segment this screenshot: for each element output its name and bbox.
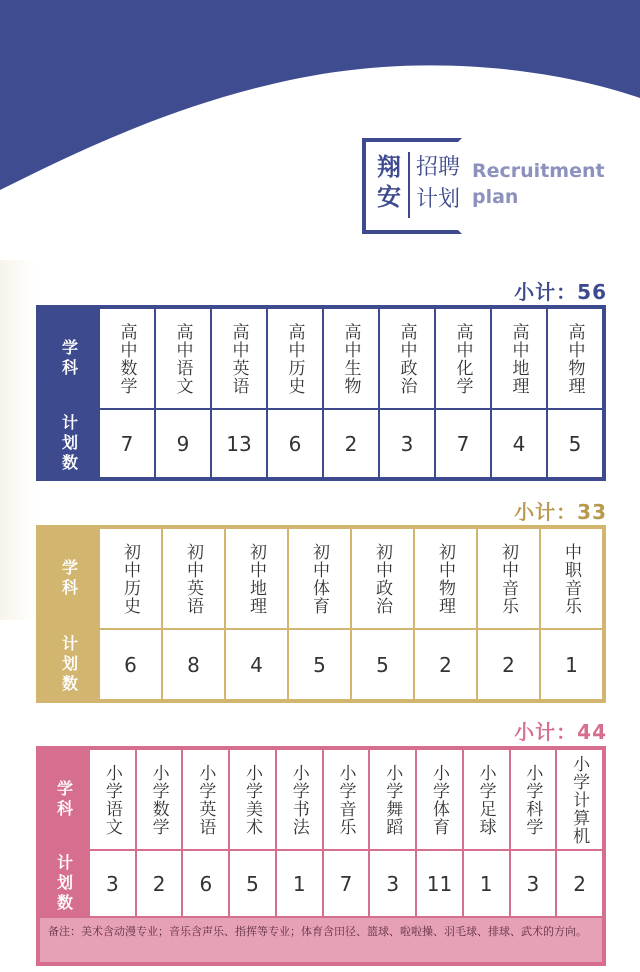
subject-cell: 小学足球 [464,750,509,849]
subject-cell: 高中生物 [324,309,378,408]
middle-school-table [36,525,606,703]
subject-cell: 高中政治 [380,309,434,408]
subject-cell: 小学语文 [90,750,135,849]
subject-cell: 初中政治 [352,529,413,628]
count-cell: 11 [417,851,462,916]
decorative-shade [0,260,36,620]
count-cell: 6 [268,410,322,477]
subject-cell: 小学科学 [511,750,556,849]
subtotal-primary-school: 小计：44 [514,720,607,744]
subject-cell: 小学音乐 [324,750,369,849]
subject-cell: 小学数学 [137,750,182,849]
count-cell: 7 [100,410,154,477]
row-header-plan-count: 计划数 [40,410,98,477]
count-cell: 9 [156,410,210,477]
subject-cell: 中职音乐 [541,529,602,628]
table-note: 备注：美术含动漫专业；音乐含声乐、指挥等专业；体育含田径、篮球、啦啦操、羽毛球、排球、武术的方向。 [40,918,602,962]
subject-cell: 高中地理 [492,309,546,408]
count-cell: 5 [230,851,275,916]
count-cell: 13 [212,410,266,477]
subject-cell: 初中地理 [226,529,287,628]
subject-cell: 初中历史 [100,529,161,628]
count-cell: 4 [226,630,287,699]
count-cell: 2 [415,630,476,699]
title-divider [408,152,410,218]
subject-cell: 高中数学 [100,309,154,408]
count-cell: 6 [100,630,161,699]
row-header-subject: 学科 [40,750,88,849]
title-chinese: 招聘计划 [416,155,461,212]
subject-cell: 高中英语 [212,309,266,408]
row-header-subject: 学科 [40,529,98,628]
count-cell: 7 [436,410,490,477]
subtotal-high-school: 小计：56 [514,280,607,304]
count-cell: 2 [137,851,182,916]
count-cell: 5 [289,630,350,699]
count-cell: 1 [541,630,602,699]
subject-cell: 高中化学 [436,309,490,408]
count-cell: 2 [557,851,602,916]
subject-cell: 初中物理 [415,529,476,628]
subject-cell: 初中体育 [289,529,350,628]
subject-cell: 高中历史 [268,309,322,408]
count-cell: 3 [380,410,434,477]
subject-cell: 小学美术 [230,750,275,849]
subject-cell: 初中英语 [163,529,224,628]
count-cell: 8 [163,630,224,699]
count-cell: 2 [478,630,539,699]
subject-cell: 小学舞蹈 [370,750,415,849]
count-cell: 1 [277,851,322,916]
count-cell: 4 [492,410,546,477]
row-header-subject: 学科 [40,309,98,408]
primary-school-table [36,746,606,966]
row-header-plan-count: 计划数 [40,851,88,916]
count-cell: 2 [324,410,378,477]
count-cell: 6 [183,851,228,916]
brand-mark: 翔安 [377,153,401,211]
count-cell: 3 [511,851,556,916]
subtotal-middle-school: 小计：33 [514,500,607,524]
count-cell: 3 [90,851,135,916]
subject-cell: 小学体育 [417,750,462,849]
subject-cell: 初中音乐 [478,529,539,628]
count-cell: 5 [548,410,602,477]
subject-cell: 小学英语 [183,750,228,849]
count-cell: 3 [370,851,415,916]
count-cell: 5 [352,630,413,699]
subject-cell: 小学书法 [277,750,322,849]
count-cell: 1 [464,851,509,916]
row-header-plan-count: 计划数 [40,630,98,699]
subject-cell: 高中语文 [156,309,210,408]
high-school-table [36,305,606,481]
title-english: Recruitment plan [472,160,605,208]
subject-cell: 高中物理 [548,309,602,408]
count-cell: 7 [324,851,369,916]
subject-cell: 小学计算机 [557,750,602,849]
